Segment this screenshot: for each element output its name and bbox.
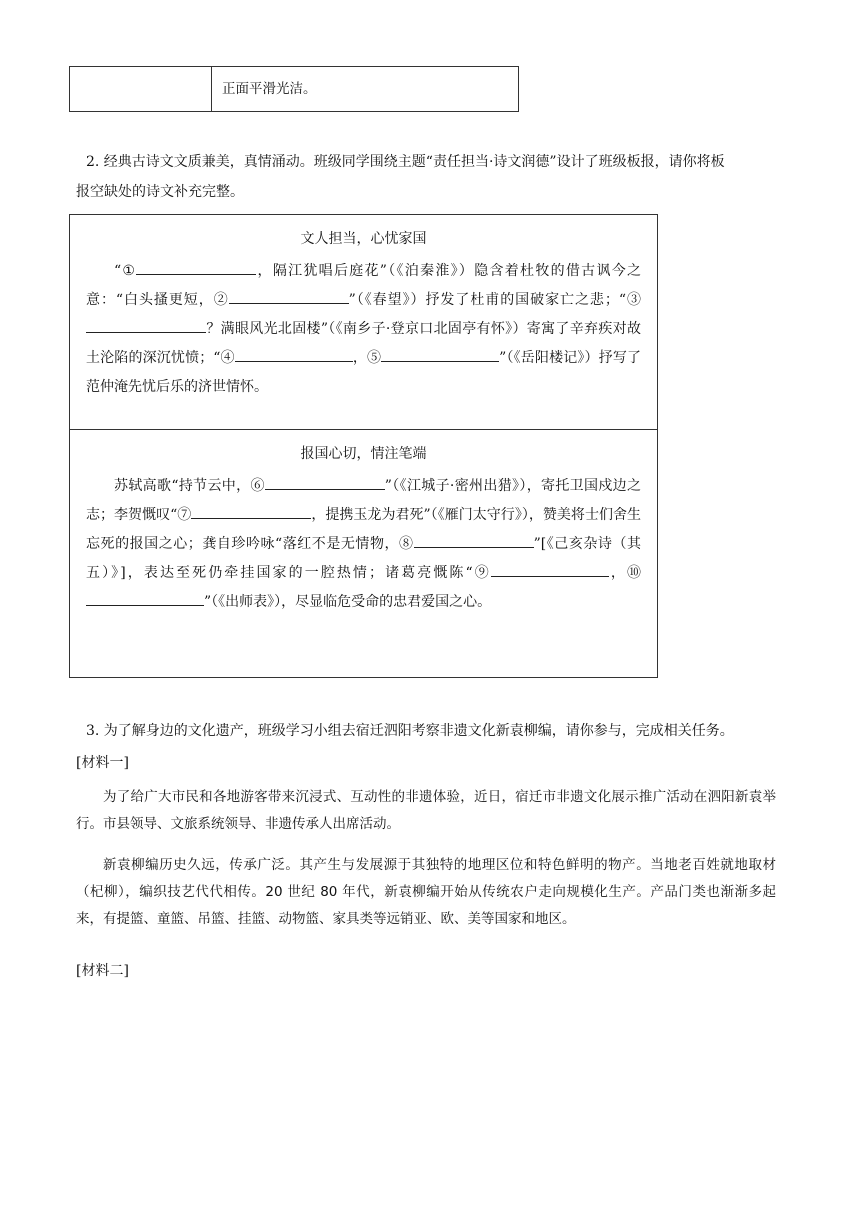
text-span: ”（《出师表》），尽显临危受命的忠君爱国之心。 (204, 594, 492, 610)
material-1-paragraph-2 (76, 852, 776, 933)
text-span: ？满眼风光北固楼”（《南乡子·登京口北固亭有怀》）寄寓了辛弃疾对故土沦陷的深沉忧愤；“④ (86, 321, 641, 366)
text-span: ”[《己亥杂诗（其五）》]，表达至死仍牵挂国家的一腔热情；诸葛亮慨陈“⑨ (86, 536, 641, 581)
text-span: ”（《春望》）抒发了杜甫的国破家亡之悲；“③ (348, 292, 641, 308)
material-1-paragraph-1 (76, 784, 776, 838)
text-span: 苏轼高歌“持节云中，⑥ (114, 478, 265, 494)
text-span: ，⑩ (608, 565, 642, 581)
material-2-label: [材料二] (76, 963, 129, 979)
blank-1[interactable] (136, 258, 256, 275)
blank-5[interactable] (381, 345, 499, 362)
table-cell-left (70, 67, 212, 111)
text-span: “① (114, 263, 137, 279)
text-span: ，提携玉龙为君死”（《雁门太守行》），赞美将士们舍生忘死的报国之心；龚自珍吟咏“落红不是无情物，⑧ (86, 507, 641, 552)
board-section-1-body (86, 257, 641, 402)
board-section-2-title: 报国心切，情注笔端 (300, 446, 427, 462)
paragraph: 为了给广大市民和各地游客带来沉浸式、互动性的非遗体验，近日，宿迁市非遗文化展示推广活动在泗阳新袁举行。市县领导、文旅系统领导、非遗传承人出席活动。 (76, 789, 776, 832)
blank-7[interactable] (191, 502, 311, 519)
board-section-2-body (86, 472, 641, 617)
text-span: ，⑤ (352, 350, 382, 366)
class-board (69, 214, 658, 678)
blank-9[interactable] (491, 560, 609, 577)
blank-8[interactable] (414, 531, 534, 548)
board-section-1-title: 文人担当，心忧家国 (300, 231, 427, 247)
question-2-line-2: 报空缺处的诗文补充完整。 (76, 184, 244, 200)
material-1-label: [材料一] (76, 755, 129, 771)
question-2-line-1: 2. 经典古诗文文质兼美，真情涌动。班级同学围绕主题“责任担当·诗文润德”设计了班级板报，请你将板 (86, 154, 725, 170)
blank-3[interactable] (86, 316, 206, 333)
blank-2[interactable] (229, 287, 349, 304)
answer-table (69, 66, 519, 112)
table-cell-right: 正面平滑光洁。 (222, 81, 317, 97)
text-span: ，隔江犹唱后庭花”（《泊秦淮》）隐含着杜牧的借古讽今之意：“白头搔更短，② (86, 263, 642, 308)
text-span: ”（《江城子·密州出猎》），寄托卫国戍边之志；李贺慨叹“⑦ (86, 478, 641, 523)
blank-6[interactable] (265, 473, 385, 490)
paragraph: 新袁柳编历史久远，传承广泛。其产生与发展源于其独特的地理区位和特色鲜明的物产。当地老百姓就地取材（杞柳），编织技艺代代相传。20 世纪 80 年代，新袁柳编开始从传统农户走向规模化生产。产品门类也渐渐多起来，有提篮、童篮、吊篮、挂篮、动物篮、家具类等远销亚、欧、美等国家和地区。 (76, 857, 776, 927)
board-section-1 (70, 215, 657, 430)
question-3-line: 3. 为了解身边的文化遗产，班级学习小组去宿迁泗阳考察非遗文化新袁柳编，请你参与，完成相关任务。 (86, 723, 734, 739)
text-span: ”（《岳阳楼记》）抒写了范仲淹先忧后乐的济世情怀。 (86, 350, 641, 395)
blank-10[interactable] (86, 589, 204, 606)
blank-4[interactable] (235, 345, 353, 362)
board-section-2 (70, 430, 657, 678)
